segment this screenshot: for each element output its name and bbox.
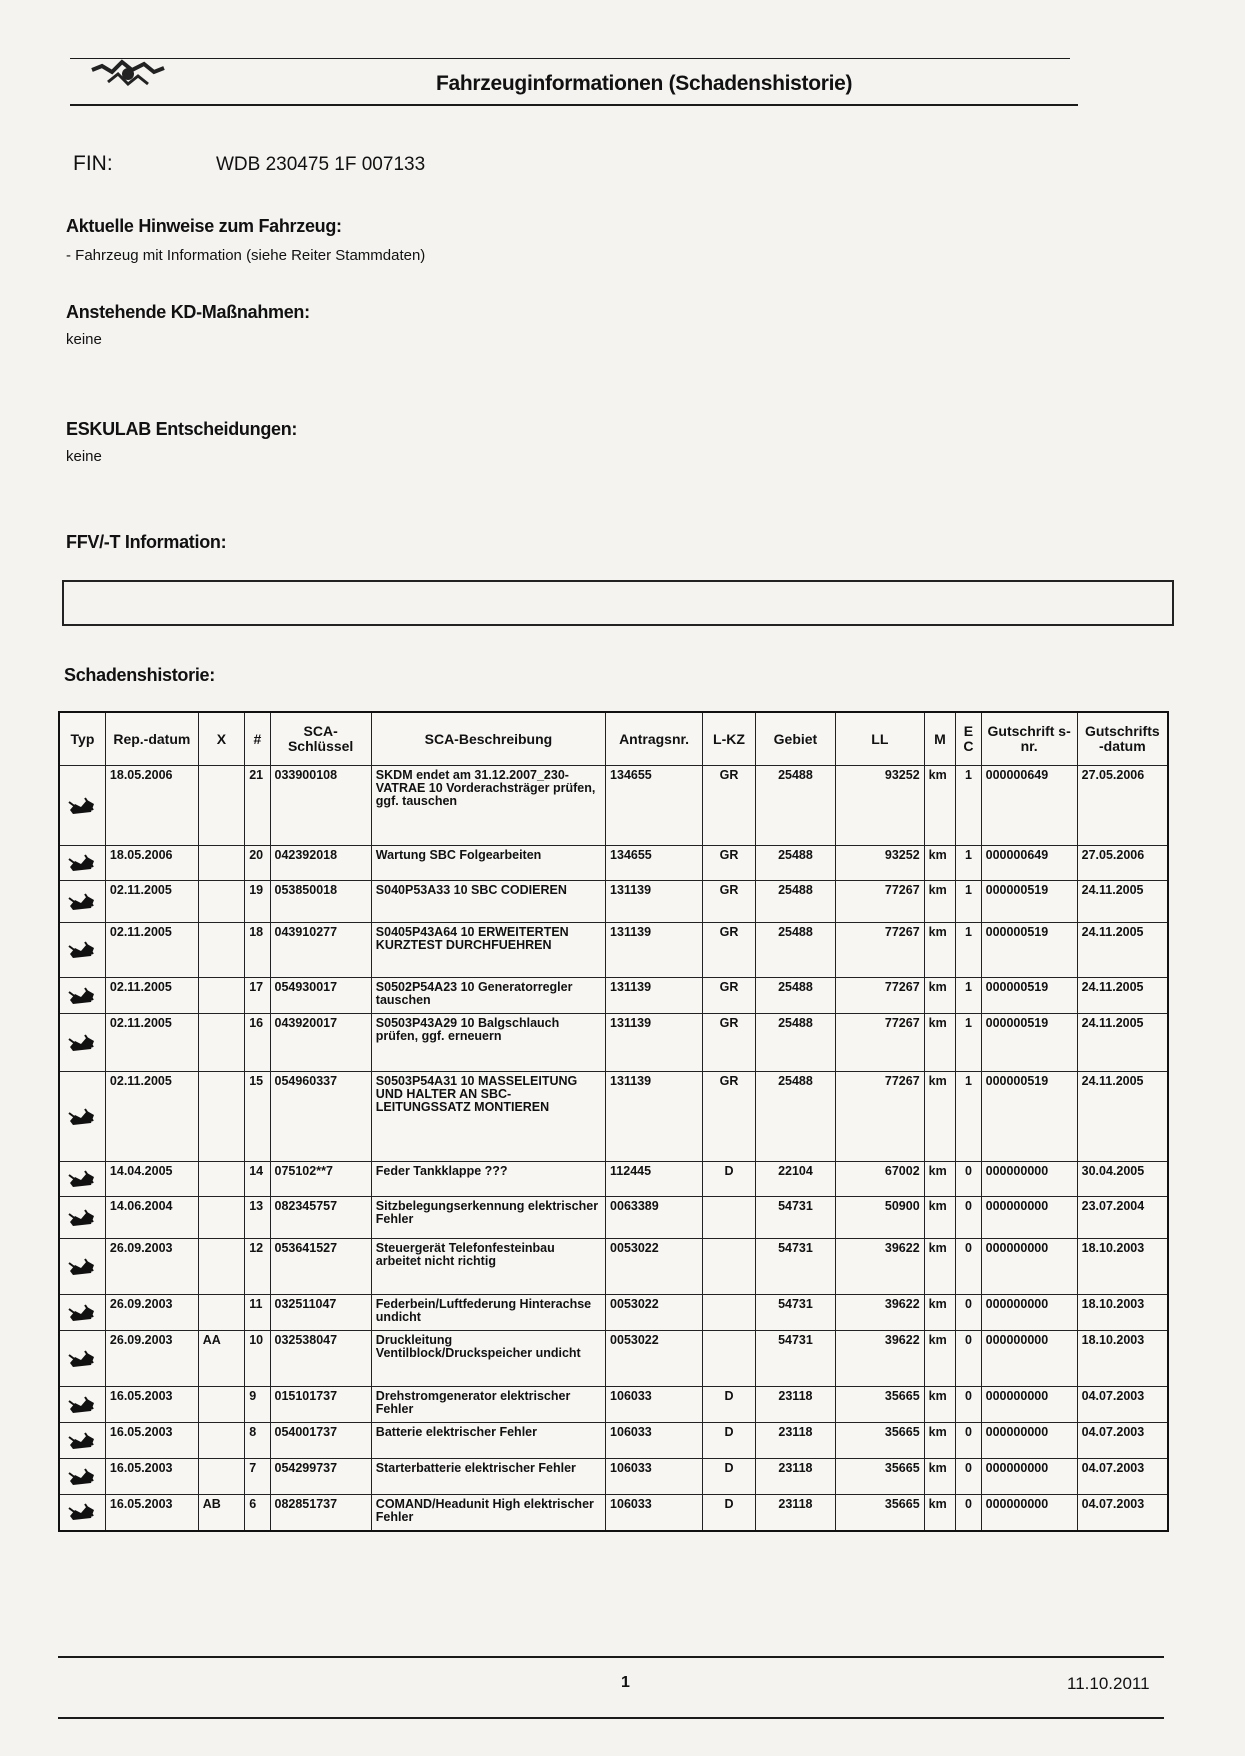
- cell-x: [198, 1162, 244, 1197]
- cell-ec: 1: [956, 923, 981, 978]
- repair-type-icon: [59, 1197, 105, 1239]
- cell-x: [198, 1295, 244, 1331]
- history-row: [59, 1014, 1168, 1072]
- repair-type-icon: [59, 1423, 105, 1459]
- history-header-row: [59, 712, 1168, 766]
- cell-lkz: GR: [703, 881, 756, 923]
- cell-nr: 11: [245, 1295, 270, 1331]
- cell-gs-nr: 000000519: [981, 978, 1077, 1014]
- cell-lkz: D: [703, 1162, 756, 1197]
- cell-nr: 12: [245, 1239, 270, 1295]
- cell-datum: 26.09.2003: [105, 1239, 198, 1295]
- cell-datum: 16.05.2003: [105, 1459, 198, 1495]
- cell-nr: 21: [245, 766, 270, 846]
- cell-key: 033900108: [270, 766, 371, 846]
- cell-m: km: [924, 1072, 956, 1162]
- cell-datum: 26.09.2003: [105, 1295, 198, 1331]
- cell-ll: 77267: [836, 923, 925, 978]
- cell-lkz: GR: [703, 1014, 756, 1072]
- cell-gs-nr: 000000649: [981, 846, 1077, 881]
- cell-key: 053850018: [270, 881, 371, 923]
- cell-lkz: [703, 1331, 756, 1387]
- cell-lkz: GR: [703, 1072, 756, 1162]
- cell-lkz: [703, 1239, 756, 1295]
- cell-m: km: [924, 1331, 956, 1387]
- col-header: Gutschrift s-nr.: [981, 712, 1077, 766]
- cell-nr: 17: [245, 978, 270, 1014]
- cell-key: 032511047: [270, 1295, 371, 1331]
- col-header: M: [924, 712, 956, 766]
- cell-gebiet: 54731: [755, 1197, 835, 1239]
- cell-gs-datum: 24.11.2005: [1077, 881, 1168, 923]
- col-header: Typ: [59, 712, 105, 766]
- page-number: 1: [621, 1674, 630, 1691]
- cell-nr: 19: [245, 881, 270, 923]
- repair-type-icon: [59, 1331, 105, 1387]
- cell-m: km: [924, 881, 956, 923]
- cell-gs-nr: 000000000: [981, 1239, 1077, 1295]
- history-row: [59, 846, 1168, 881]
- cell-antrag: 0053022: [606, 1295, 703, 1331]
- cell-nr: 14: [245, 1162, 270, 1197]
- cell-m: km: [924, 1162, 956, 1197]
- cell-x: [198, 1387, 244, 1423]
- cell-x: [198, 1197, 244, 1239]
- cell-nr: 13: [245, 1197, 270, 1239]
- cell-gs-datum: 04.07.2003: [1077, 1387, 1168, 1423]
- col-header: Gebiet: [755, 712, 835, 766]
- cell-datum: 02.11.2005: [105, 1014, 198, 1072]
- cell-x: AB: [198, 1495, 244, 1531]
- cell-nr: 20: [245, 846, 270, 881]
- cell-desc: S0405P43A64 10 ERWEITERTEN KURZTEST DURCHFUEHREN: [371, 923, 605, 978]
- fin-label: FIN:: [73, 152, 113, 175]
- cell-lkz: GR: [703, 846, 756, 881]
- cell-datum: 14.04.2005: [105, 1162, 198, 1197]
- cell-ec: 1: [956, 846, 981, 881]
- cell-ll: 35665: [836, 1495, 925, 1531]
- cell-gebiet: 25488: [755, 1014, 835, 1072]
- cell-key: 054001737: [270, 1423, 371, 1459]
- repair-type-icon: [59, 1239, 105, 1295]
- cell-ll: 39622: [836, 1331, 925, 1387]
- cell-datum: 14.06.2004: [105, 1197, 198, 1239]
- cell-gs-nr: 000000000: [981, 1495, 1077, 1531]
- cell-gebiet: 23118: [755, 1495, 835, 1531]
- cell-antrag: 112445: [606, 1162, 703, 1197]
- cell-datum: 16.05.2003: [105, 1495, 198, 1531]
- cell-datum: 02.11.2005: [105, 978, 198, 1014]
- cell-gs-nr: 000000000: [981, 1197, 1077, 1239]
- cell-ll: 50900: [836, 1197, 925, 1239]
- cell-antrag: 106033: [606, 1459, 703, 1495]
- cell-m: km: [924, 1295, 956, 1331]
- cell-gebiet: 25488: [755, 1072, 835, 1162]
- cell-desc: COMAND/Headunit High elektrischer Fehler: [371, 1495, 605, 1531]
- cell-x: [198, 881, 244, 923]
- cell-gebiet: 23118: [755, 1459, 835, 1495]
- repair-type-icon: [59, 923, 105, 978]
- cell-gs-datum: 24.11.2005: [1077, 978, 1168, 1014]
- cell-key: 043920017: [270, 1014, 371, 1072]
- cell-m: km: [924, 923, 956, 978]
- cell-gebiet: 25488: [755, 923, 835, 978]
- document-title: Fahrzeuginformationen (Schadenshistorie): [436, 72, 853, 95]
- col-header: X: [198, 712, 244, 766]
- cell-lkz: [703, 1197, 756, 1239]
- cell-desc: Federbein/Luftfederung Hinterachse undicht: [371, 1295, 605, 1331]
- history-row: [59, 923, 1168, 978]
- cell-gs-datum: 27.05.2006: [1077, 766, 1168, 846]
- cell-gs-datum: 24.11.2005: [1077, 1014, 1168, 1072]
- cell-desc: SKDM endet am 31.12.2007_230-VATRAE 10 Vorderachsträger prüfen, ggf. tauschen: [371, 766, 605, 846]
- cell-ec: 0: [956, 1495, 981, 1531]
- cell-x: [198, 846, 244, 881]
- repair-type-icon: [59, 766, 105, 846]
- cell-key: 042392018: [270, 846, 371, 881]
- cell-gs-datum: 04.07.2003: [1077, 1459, 1168, 1495]
- cell-antrag: 134655: [606, 846, 703, 881]
- col-header: LL: [836, 712, 925, 766]
- cell-lkz: [703, 1295, 756, 1331]
- cell-gebiet: 25488: [755, 846, 835, 881]
- cell-lkz: D: [703, 1387, 756, 1423]
- cell-antrag: 131139: [606, 978, 703, 1014]
- history-row: [59, 1197, 1168, 1239]
- cell-m: km: [924, 1459, 956, 1495]
- cell-m: km: [924, 978, 956, 1014]
- cell-lkz: GR: [703, 978, 756, 1014]
- cell-desc: S0503P43A29 10 Balgschlauch prüfen, ggf. erneuern: [371, 1014, 605, 1072]
- cell-gs-nr: 000000649: [981, 766, 1077, 846]
- cell-gebiet: 54731: [755, 1239, 835, 1295]
- cell-x: AA: [198, 1331, 244, 1387]
- cell-antrag: 131139: [606, 1014, 703, 1072]
- cell-datum: 02.11.2005: [105, 923, 198, 978]
- cell-key: 032538047: [270, 1331, 371, 1387]
- repair-type-icon: [59, 1295, 105, 1331]
- cell-m: km: [924, 1423, 956, 1459]
- cell-m: km: [924, 1495, 956, 1531]
- repair-type-icon: [59, 1162, 105, 1197]
- cell-datum: 16.05.2003: [105, 1387, 198, 1423]
- header-top-rule: [70, 58, 1070, 59]
- cell-desc: Sitzbelegungserkennung elektrischer Fehler: [371, 1197, 605, 1239]
- cell-desc: Batterie elektrischer Fehler: [371, 1423, 605, 1459]
- eskulab-heading: ESKULAB Entscheidungen:: [66, 419, 298, 439]
- cell-antrag: 131139: [606, 923, 703, 978]
- cell-desc: Starterbatterie elektrischer Fehler: [371, 1459, 605, 1495]
- cell-m: km: [924, 1014, 956, 1072]
- col-header: Antragsnr.: [606, 712, 703, 766]
- history-row: [59, 1295, 1168, 1331]
- cell-lkz: D: [703, 1423, 756, 1459]
- cell-key: 054960337: [270, 1072, 371, 1162]
- cell-ll: 93252: [836, 846, 925, 881]
- cell-antrag: 131139: [606, 881, 703, 923]
- cell-lkz: GR: [703, 923, 756, 978]
- cell-gebiet: 25488: [755, 766, 835, 846]
- cell-gs-nr: 000000000: [981, 1331, 1077, 1387]
- cell-nr: 16: [245, 1014, 270, 1072]
- cell-antrag: 106033: [606, 1495, 703, 1531]
- hinweise-heading: Aktuelle Hinweise zum Fahrzeug:: [66, 216, 342, 236]
- cell-key: 082345757: [270, 1197, 371, 1239]
- cell-nr: 8: [245, 1423, 270, 1459]
- repair-type-icon: [59, 1387, 105, 1423]
- cell-gs-datum: 04.07.2003: [1077, 1495, 1168, 1531]
- cell-gs-nr: 000000000: [981, 1423, 1077, 1459]
- cell-gs-nr: 000000000: [981, 1295, 1077, 1331]
- history-heading: Schadenshistorie:: [64, 665, 215, 685]
- cell-lkz: D: [703, 1459, 756, 1495]
- cell-gebiet: 54731: [755, 1331, 835, 1387]
- cell-m: km: [924, 1197, 956, 1239]
- cell-ec: 0: [956, 1423, 981, 1459]
- cell-x: [198, 923, 244, 978]
- cell-gs-nr: 000000000: [981, 1162, 1077, 1197]
- cell-antrag: 0063389: [606, 1197, 703, 1239]
- footer-top-rule: [58, 1656, 1164, 1658]
- cell-ll: 77267: [836, 881, 925, 923]
- col-header: L-KZ: [703, 712, 756, 766]
- cell-key: 053641527: [270, 1239, 371, 1295]
- cell-x: [198, 1072, 244, 1162]
- print-date: 11.10.2011: [1067, 1674, 1150, 1693]
- fin-value: WDB 230475 1F 007133: [216, 154, 426, 175]
- cell-gebiet: 23118: [755, 1387, 835, 1423]
- cell-x: [198, 978, 244, 1014]
- cell-ll: 77267: [836, 978, 925, 1014]
- footer-bottom-rule: [58, 1717, 1164, 1719]
- repair-type-icon: [59, 881, 105, 923]
- repair-type-icon: [59, 1072, 105, 1162]
- repair-type-icon: [59, 1014, 105, 1072]
- cell-desc: Steuergerät Telefonfesteinbau arbeitet nicht richtig: [371, 1239, 605, 1295]
- cell-ec: 0: [956, 1239, 981, 1295]
- cell-x: [198, 1014, 244, 1072]
- cell-gs-nr: 000000519: [981, 881, 1077, 923]
- history-row: [59, 1162, 1168, 1197]
- history-row: [59, 978, 1168, 1014]
- hinweise-text: - Fahrzeug mit Information (siehe Reiter Stammdaten): [66, 247, 426, 264]
- cell-ec: 1: [956, 881, 981, 923]
- cell-ec: 0: [956, 1387, 981, 1423]
- kd-text: keine: [66, 331, 102, 348]
- ffv-info-box: [62, 580, 1174, 626]
- cell-m: km: [924, 1239, 956, 1295]
- cell-nr: 6: [245, 1495, 270, 1531]
- history-row: [59, 1387, 1168, 1423]
- cell-desc: Drehstromgenerator elektrischer Fehler: [371, 1387, 605, 1423]
- eskulab-text: keine: [66, 448, 102, 465]
- cell-gs-nr: 000000000: [981, 1459, 1077, 1495]
- cell-ll: 77267: [836, 1014, 925, 1072]
- cell-lkz: D: [703, 1495, 756, 1531]
- cell-key: 015101737: [270, 1387, 371, 1423]
- cell-key: 054299737: [270, 1459, 371, 1495]
- cell-desc: S0502P54A23 10 Generatorregler tauschen: [371, 978, 605, 1014]
- cell-gs-nr: 000000519: [981, 1072, 1077, 1162]
- cell-ll: 39622: [836, 1295, 925, 1331]
- cell-datum: 02.11.2005: [105, 1072, 198, 1162]
- cell-gs-datum: 18.10.2003: [1077, 1331, 1168, 1387]
- history-row: [59, 1239, 1168, 1295]
- kd-heading: Anstehende KD-Maßnahmen:: [66, 302, 310, 322]
- history-row: [59, 1072, 1168, 1162]
- cell-m: km: [924, 1387, 956, 1423]
- cell-ec: 1: [956, 766, 981, 846]
- cell-datum: 18.05.2006: [105, 846, 198, 881]
- cell-ec: 1: [956, 978, 981, 1014]
- cell-gs-datum: 30.04.2005: [1077, 1162, 1168, 1197]
- cell-antrag: 0053022: [606, 1239, 703, 1295]
- cell-gs-datum: 27.05.2006: [1077, 846, 1168, 881]
- cell-m: km: [924, 766, 956, 846]
- cell-ec: 1: [956, 1072, 981, 1162]
- cell-gebiet: 25488: [755, 978, 835, 1014]
- cell-gs-datum: 18.10.2003: [1077, 1239, 1168, 1295]
- cell-key: 082851737: [270, 1495, 371, 1531]
- cell-ec: 0: [956, 1459, 981, 1495]
- cell-lkz: GR: [703, 766, 756, 846]
- cell-desc: Feder Tankklappe ???: [371, 1162, 605, 1197]
- col-header: E C: [956, 712, 981, 766]
- brand-logo: [88, 56, 168, 92]
- cell-ll: 35665: [836, 1459, 925, 1495]
- history-table: [58, 711, 1169, 1532]
- cell-key: 043910277: [270, 923, 371, 978]
- cell-nr: 10: [245, 1331, 270, 1387]
- cell-gs-nr: 000000519: [981, 923, 1077, 978]
- history-row: [59, 1423, 1168, 1459]
- repair-type-icon: [59, 846, 105, 881]
- history-row: [59, 1459, 1168, 1495]
- cell-gs-datum: 04.07.2003: [1077, 1423, 1168, 1459]
- cell-ec: 0: [956, 1162, 981, 1197]
- cell-desc: S040P53A33 10 SBC CODIEREN: [371, 881, 605, 923]
- cell-nr: 9: [245, 1387, 270, 1423]
- cell-gs-datum: 23.07.2004: [1077, 1197, 1168, 1239]
- cell-gs-datum: 24.11.2005: [1077, 1072, 1168, 1162]
- cell-key: 075102**7: [270, 1162, 371, 1197]
- cell-gs-nr: 000000519: [981, 1014, 1077, 1072]
- cell-antrag: 106033: [606, 1423, 703, 1459]
- ffv-heading: FFV/-T Information:: [66, 532, 227, 552]
- cell-desc: Wartung SBC Folgearbeiten: [371, 846, 605, 881]
- history-row: [59, 1495, 1168, 1531]
- cell-ll: 93252: [836, 766, 925, 846]
- cell-gebiet: 22104: [755, 1162, 835, 1197]
- cell-nr: 15: [245, 1072, 270, 1162]
- repair-type-icon: [59, 1495, 105, 1531]
- cell-nr: 18: [245, 923, 270, 978]
- cell-x: [198, 766, 244, 846]
- cell-ll: 67002: [836, 1162, 925, 1197]
- cell-ec: 0: [956, 1295, 981, 1331]
- cell-datum: 02.11.2005: [105, 881, 198, 923]
- cell-ec: 0: [956, 1197, 981, 1239]
- cell-datum: 26.09.2003: [105, 1331, 198, 1387]
- col-header: Rep.-datum: [105, 712, 198, 766]
- cell-datum: 16.05.2003: [105, 1423, 198, 1459]
- cell-m: km: [924, 846, 956, 881]
- cell-antrag: 106033: [606, 1387, 703, 1423]
- col-header: SCA-Beschreibung: [371, 712, 605, 766]
- cell-ll: 39622: [836, 1239, 925, 1295]
- cell-datum: 18.05.2006: [105, 766, 198, 846]
- cell-antrag: 134655: [606, 766, 703, 846]
- col-header: SCA-Schlüssel: [270, 712, 371, 766]
- cell-x: [198, 1423, 244, 1459]
- repair-type-icon: [59, 978, 105, 1014]
- cell-antrag: 131139: [606, 1072, 703, 1162]
- repair-type-icon: [59, 1459, 105, 1495]
- cell-gs-datum: 24.11.2005: [1077, 923, 1168, 978]
- cell-gs-nr: 000000000: [981, 1387, 1077, 1423]
- cell-ll: 77267: [836, 1072, 925, 1162]
- cell-antrag: 0053022: [606, 1331, 703, 1387]
- cell-nr: 7: [245, 1459, 270, 1495]
- col-header: #: [245, 712, 270, 766]
- cell-ll: 35665: [836, 1423, 925, 1459]
- cell-desc: S0503P54A31 10 MASSELEITUNG UND HALTER AN SBC-LEITUNGSSATZ MONTIEREN: [371, 1072, 605, 1162]
- cell-x: [198, 1239, 244, 1295]
- cell-key: 054930017: [270, 978, 371, 1014]
- history-row: [59, 881, 1168, 923]
- history-row: [59, 766, 1168, 846]
- cell-gebiet: 25488: [755, 881, 835, 923]
- cell-gs-datum: 18.10.2003: [1077, 1295, 1168, 1331]
- header-bottom-rule: [70, 104, 1078, 106]
- cell-ec: 1: [956, 1014, 981, 1072]
- cell-x: [198, 1459, 244, 1495]
- cell-desc: Druckleitung Ventilblock/Druckspeicher undicht: [371, 1331, 605, 1387]
- cell-ll: 35665: [836, 1387, 925, 1423]
- cell-ec: 0: [956, 1331, 981, 1387]
- cell-gebiet: 54731: [755, 1295, 835, 1331]
- history-row: [59, 1331, 1168, 1387]
- col-header: Gutschrifts -datum: [1077, 712, 1168, 766]
- cell-gebiet: 23118: [755, 1423, 835, 1459]
